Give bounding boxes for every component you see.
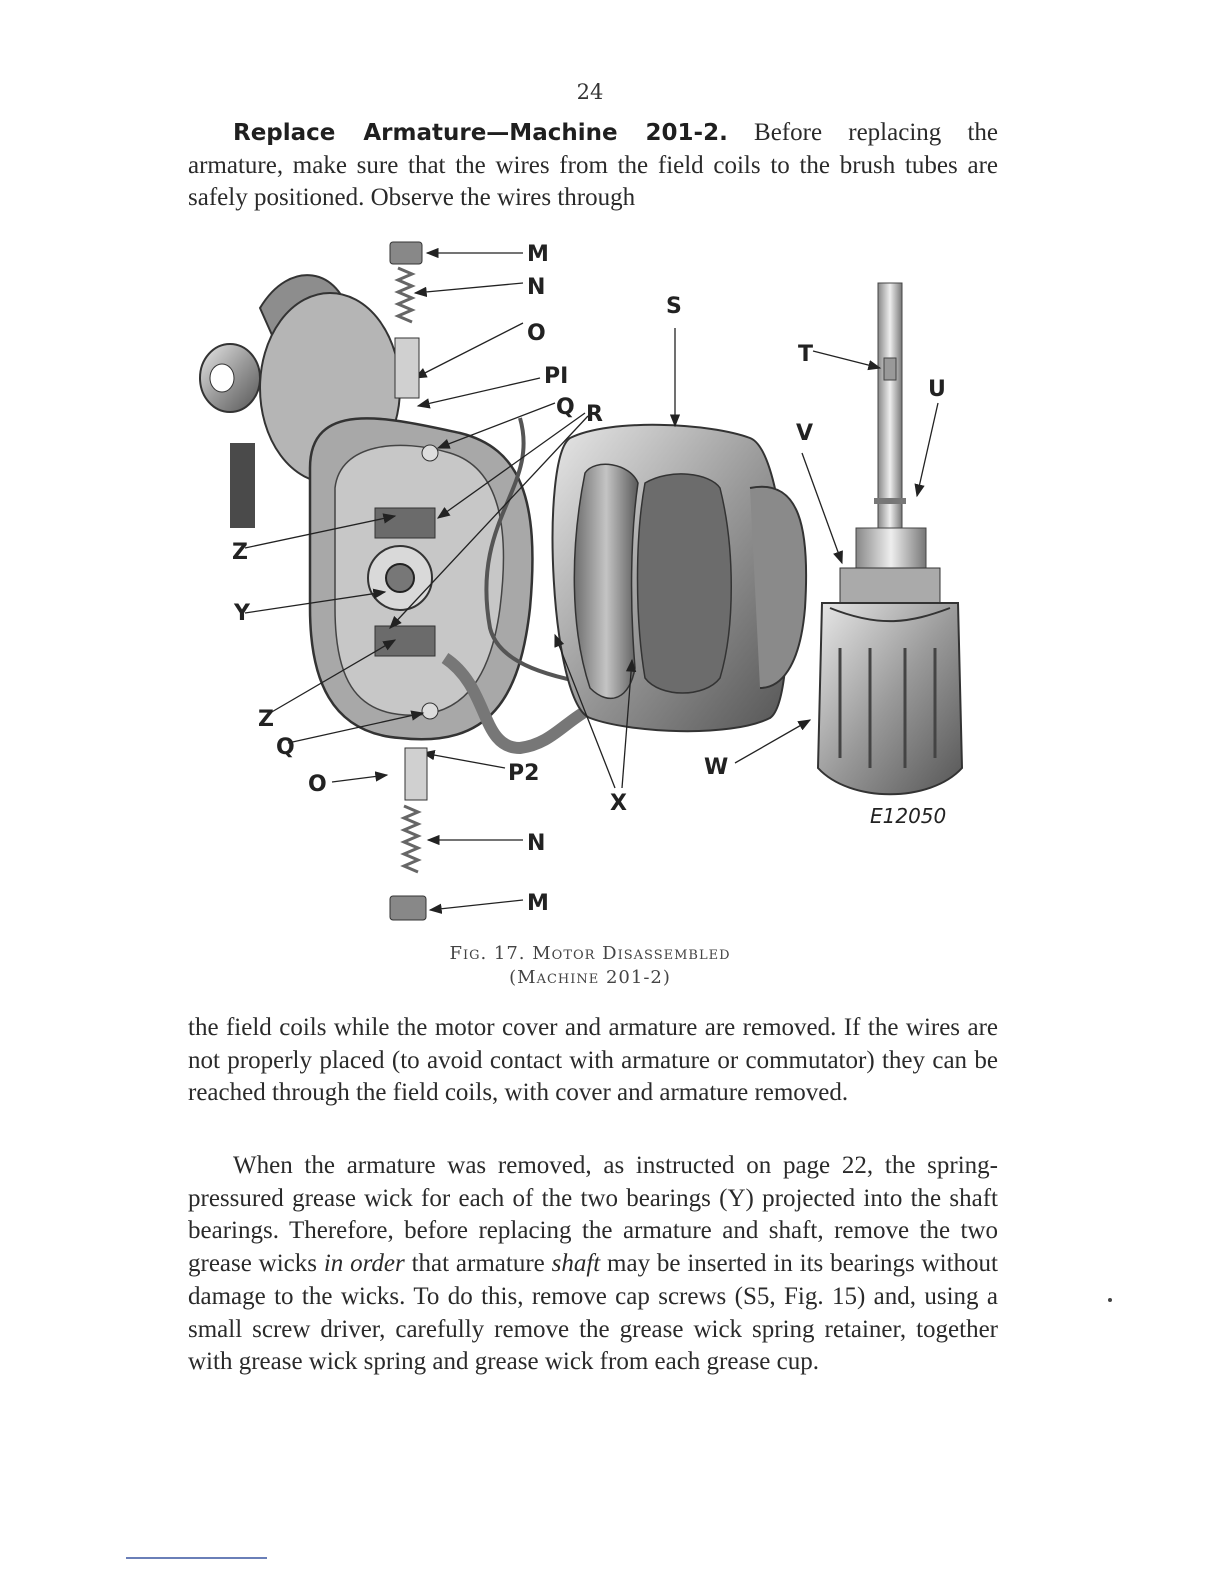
label-m-bottom: M bbox=[527, 891, 549, 916]
motor-illustration bbox=[190, 228, 970, 928]
label-u: U bbox=[928, 377, 946, 402]
label-q-bottom: Q bbox=[276, 735, 295, 760]
label-n-top: N bbox=[527, 275, 546, 300]
label-z-bottom: Z bbox=[258, 707, 274, 732]
label-o-bottom: O bbox=[308, 772, 327, 797]
label-m-top: M bbox=[527, 242, 549, 267]
caption-subtitle: (Machine 201-2) bbox=[509, 967, 671, 988]
caption-title: Fig. 17. Motor Disassembled bbox=[449, 943, 731, 964]
italic-run: shaft bbox=[551, 1250, 601, 1278]
section-heading: Replace Armature—Machine 201-2. bbox=[233, 120, 728, 146]
paragraph-replace-armature bbox=[188, 117, 998, 215]
figure-caption bbox=[0, 942, 1180, 990]
stray-mark bbox=[1108, 1298, 1112, 1302]
label-q-top: Q bbox=[556, 395, 575, 420]
label-r: R bbox=[586, 402, 603, 427]
paragraph-continuation: the field coils while the motor cover and armature are removed. If the wires are not properly placed (to avoid contact with armature or commutator) they can be reached through the field coils, with cover and armature removed. bbox=[188, 1014, 998, 1107]
italic-run: in order bbox=[323, 1250, 405, 1278]
page-number: 24 bbox=[576, 80, 604, 104]
label-z-top: Z bbox=[232, 540, 248, 565]
label-v: V bbox=[796, 421, 814, 446]
label-t: T bbox=[798, 342, 814, 367]
label-x: X bbox=[610, 791, 627, 816]
label-w: W bbox=[704, 755, 729, 780]
figure-motor-disassembled bbox=[190, 228, 970, 928]
label-p1: PI bbox=[544, 364, 569, 389]
label-p2: P2 bbox=[508, 761, 540, 786]
text-run: that armature bbox=[404, 1250, 552, 1278]
label-y: Y bbox=[234, 601, 250, 626]
label-s: S bbox=[666, 294, 682, 319]
label-o-top: O bbox=[527, 321, 546, 346]
paragraph-grease-wicks bbox=[188, 1150, 998, 1379]
footnote-rule bbox=[126, 1557, 267, 1559]
text-run: When the armature was removed, as instructed on page 22, the spring-pressured grease wick for each of the two bearings (Y) projected into the shaft bearings. Therefore, before replacing the armature and shaft, remove the two grease wicks bbox=[188, 1152, 998, 1278]
field-coils bbox=[553, 425, 807, 731]
plate-number: E12050 bbox=[870, 804, 947, 828]
label-n-bottom: N bbox=[527, 831, 546, 856]
text-run: may be inserted in its bearings without damage to the wicks. To do this, remove cap screws (S5, Fig. 15) and, using a small screw driver, carefully remove the grease wick spring retainer, together with grease wick spring and grease wick from each grease cup. bbox=[188, 1250, 998, 1376]
paragraph-text: Before replacing the armature, make sure that the wires from the field coils to the brush tubes are safely positioned. Observe the wires through bbox=[188, 119, 998, 212]
